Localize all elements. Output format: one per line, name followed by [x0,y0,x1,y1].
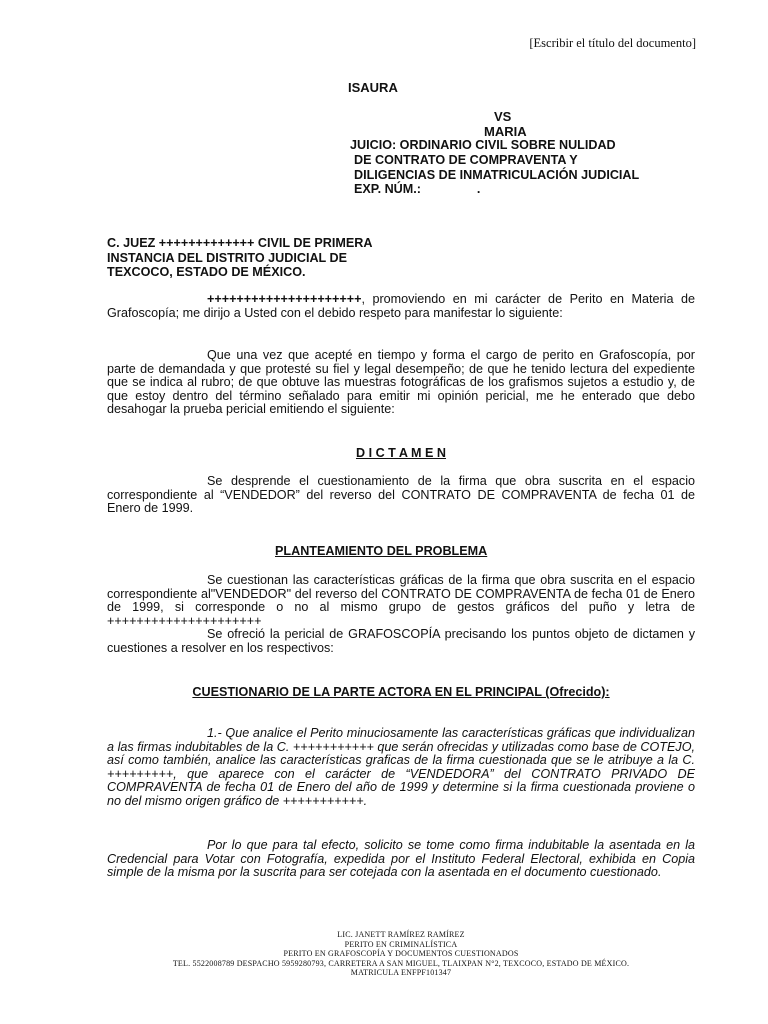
acceptance-text: Que una vez que acepté en tiempo y forma el cargo de perito en Grafoscopía, por parte de demandada y que protesté su fiel y legal desempeño; de que he tenido lectura del expediente que se indica al rubro; de que obtuve las muestras fotográficas de los grafismos sujetos a estudio y, de que estoy dentro del término señalado para emitir mi opinión pericial, me he enterado que debo desahogar la prueba pericial emitiendo el siguiente: [107,348,695,417]
footer-line: PERITO EN CRIMINALÍSTICA [344,939,458,949]
question-1-paragraph [107,727,695,809]
dictamen-paragraph [107,475,695,516]
expert-name-placeholder: +++++++++++++++++++++ [207,292,362,306]
addressee-line: C. JUEZ +++++++++++++ CIVIL DE PRIMERA [107,236,373,250]
question-2-text: Por lo que para tal efecto, solicito se tome como firma indubitable la asentada en la Credencial para Votar con Fotografía, expedida por el Instituto Federal Electoral, exhibida en Copia simple de la misma por la suscrita para ser cotejada con la asentada en el documento cuestionado. [107,838,695,880]
dictamen-heading [107,446,695,460]
case-type-line: JUICIO: ORDINARIO CIVIL SOBRE NULIDAD [350,138,616,152]
plaintiff-name: ISAURA [348,80,398,95]
questionnaire-heading-text: CUESTIONARIO DE LA PARTE ACTORA EN EL PRINCIPAL (Ofrecido): [192,685,610,699]
problem-paragraph [107,574,695,656]
case-type-line: DE CONTRATO DE COMPRAVENTA Y [354,153,578,167]
footer-line: LIC. JANETT RAMÍREZ RAMÍREZ [337,930,465,939]
file-number-line: EXP. NÚM.: . [354,182,481,196]
planteamiento-heading [145,544,733,558]
intro-text: , promoviendo en mi carácter de Perito en Materia de Grafoscopía; me dirijo a Usted con el debido respeto para manifestar lo siguiente: [107,292,695,320]
question-1-text: 1.- Que analice el Perito minuciosamente las características gráficas que individualizan a las firmas indubitables de la C. +++++++++++ que serán ofrecidas y utilizadas como base de COTEJO, así como también, analice las características graficas de la firma cuestionada que se le atribuye a la C. +++++++++, que aparece con el carácter de “VENDEDORA” del CONTRATO PRIVADO DE COMPRAVENTA de fecha 01 de Enero del año de 1999 y determine si la firma cuestionada proviene o no del mismo origen gráfico de +++++++++++. [107,726,695,808]
document-title-placeholder[interactable]: [Escribir el título del documento] [529,36,696,50]
footer-line: TEL. 5522008789 DESPACHO 5959280793, CARRETERA A SAN MIGUEL, TLAIXPAN N°2, TEXCOCO, ESTADO DE MÉXICO. [172,958,630,968]
dictamen-text: Se desprende el cuestionamiento de la firma que obra suscrita en el espacio correspondiente al “VENDEDOR” del reverso del CONTRATO DE COMPRAVENTA de fecha 01 de Enero de 1999. [107,474,695,516]
defendant-name: MARIA [484,124,527,139]
planteamiento-heading-text: PLANTEAMIENTO DEL PROBLEMA [275,544,488,558]
addressee-line: TEXCOCO, ESTADO DE MÉXICO. [107,265,306,279]
footer-line: PERITO EN GRAFOSCOPÍA Y DOCUMENTOS CUESTIONADOS [283,949,519,959]
acceptance-paragraph [107,349,695,417]
problem-text: Se cuestionan las características gráficas de la firma que obra suscrita en el espacio correspondiente al"VENDEDOR" del reverso del CONTRATO DE COMPRAVENTA de fecha 01 de Enero de 1999, si corresponde o no al mismo grupo de gestos gráficos del puño y letra de +++++++++++++++++++++ [107,573,695,628]
questionnaire-heading [107,685,695,699]
case-type-line: DILIGENCIAS DE INMATRICULACIÓN JUDICIAL [354,168,640,182]
intro-paragraph [107,293,695,320]
offer-text: Se ofreció la pericial de GRAFOSCOPÍA precisando los puntos objeto de dictamen y cuestiones a resolver en los respectivos: [107,627,695,655]
dictamen-heading-text: D I C T A M E N [355,446,447,460]
question-2-paragraph [107,839,695,880]
footer-line: MATRICULA ENFPF101347 [350,968,452,978]
addressee-line: INSTANCIA DEL DISTRITO JUDICIAL DE [107,251,347,265]
versus-label: VS [494,109,512,124]
document-footer [107,930,695,978]
